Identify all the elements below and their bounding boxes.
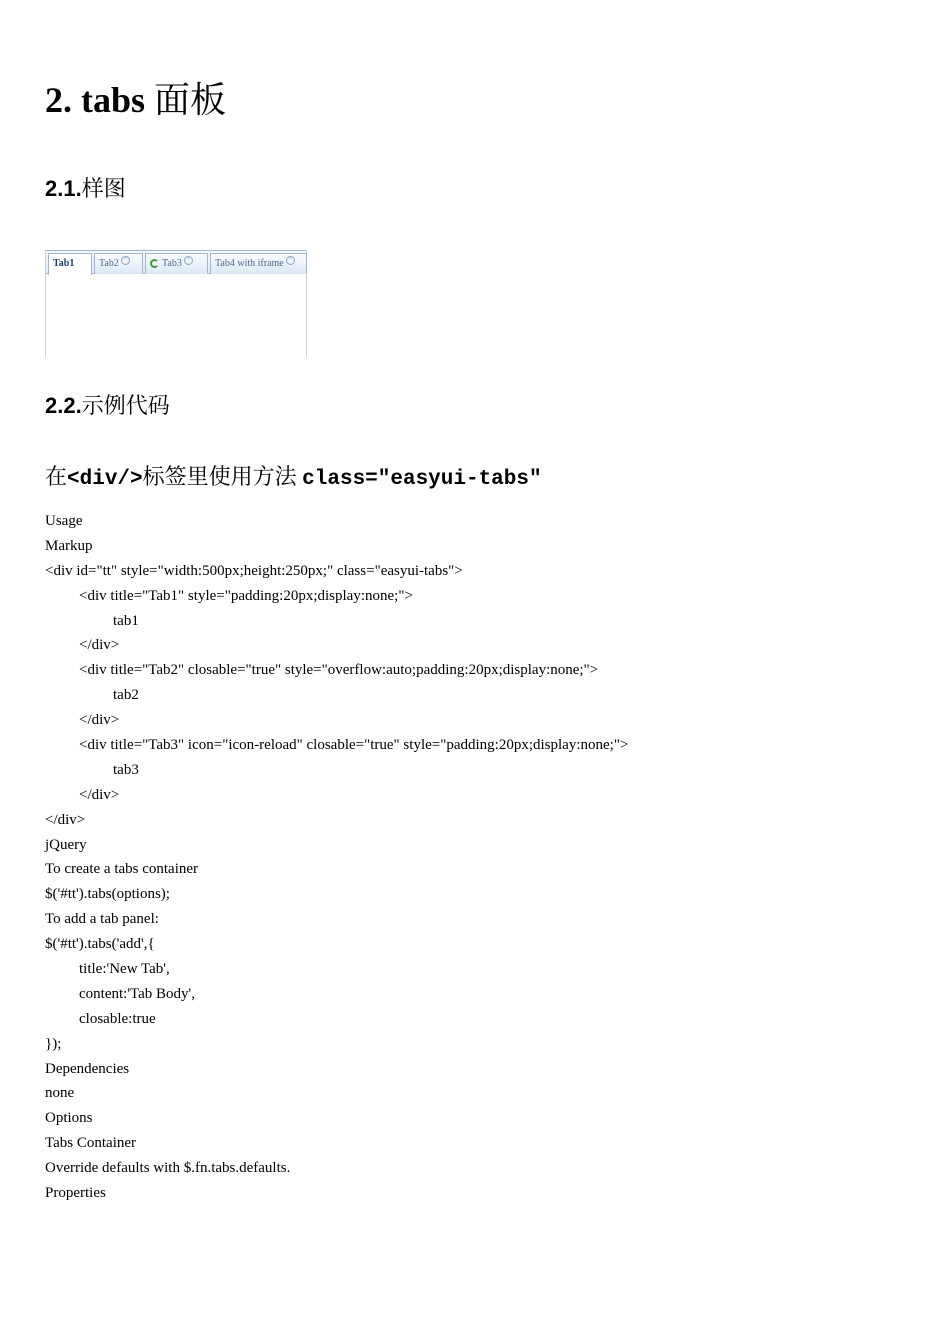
text-line: <div title="Tab2" closable="true" style="overflow:auto;padding:20px;display:none;"> [79,662,599,679]
text-line: closable:true [79,1010,156,1027]
text-line: }); [45,1035,62,1052]
text-line: </div> [79,637,120,654]
text-line: Options [45,1110,93,1127]
tabs-header [46,250,306,274]
text-line: </div> [45,811,86,828]
text-line: Dependencies [45,1060,130,1077]
text-line: </div> [79,712,120,729]
tab-tab4 [210,253,307,274]
text-line: Properties [45,1185,106,1202]
text-line: $('#tt').tabs(options); [45,886,170,903]
text-line: Tabs Container [45,1135,137,1152]
section-heading-sample [45,175,126,203]
text-line: <div id="tt" style="width:500px;height:250px;" class="easyui-tabs"> [45,562,463,579]
usage-middle: 标签里使用方法 [142,464,303,489]
section-heading-example-code [45,392,170,420]
text-line: content:'Tab Body', [79,985,196,1002]
section-title: 示例代码 [81,393,170,418]
text-line: title:'New Tab', [79,961,170,978]
section-number: 2.1. [45,176,82,201]
text-line: To add a tab panel: [45,911,159,928]
reload-icon [150,259,159,268]
text-line: <div title="Tab3" icon="icon-reload" closable="true" style="padding:20px;display:none;"> [79,737,629,754]
text-line: none [45,1085,75,1102]
usage-heading [45,462,542,495]
text-line: tab2 [113,687,139,704]
text-line: jQuery [45,836,87,853]
close-icon: × [121,256,130,265]
tab-label: Tab4 with iframe [215,258,284,269]
tab-tab2 [94,253,143,274]
usage-prefix: 在 [45,464,68,489]
chapter-heading [45,78,226,122]
tabs-sample-image [45,250,307,357]
tab-label: Tab3 [162,258,182,269]
text-line: Usage [45,513,83,529]
chapter-number: 2. tabs [45,80,146,120]
tab-tab1 [48,253,92,275]
tab-label: Tab2 [99,258,119,269]
close-icon: × [184,256,193,265]
text-line: <div title="Tab1" style="padding:20px;display:none;"> [79,587,413,604]
tab-label: Tab1 [53,258,75,269]
close-icon: × [286,256,295,265]
text-line: $('#tt').tabs('add',{ [45,936,155,953]
usage-tag: <div/> [67,468,143,491]
usage-class-code: class="easyui-tabs" [302,468,542,491]
code-lines [45,509,628,1206]
tab-tab3 [145,253,208,274]
text-line: Override defaults with $.fn.tabs.defaults. [45,1160,291,1177]
text-line: </div> [79,786,120,803]
chapter-title: 面板 [154,80,227,120]
text-line: Markup [45,537,93,554]
section-title: 样图 [81,176,126,201]
text-line: tab1 [113,612,139,629]
text-line: To create a tabs container [45,861,199,878]
text-line: tab3 [113,761,139,778]
section-number: 2.2. [45,393,82,418]
